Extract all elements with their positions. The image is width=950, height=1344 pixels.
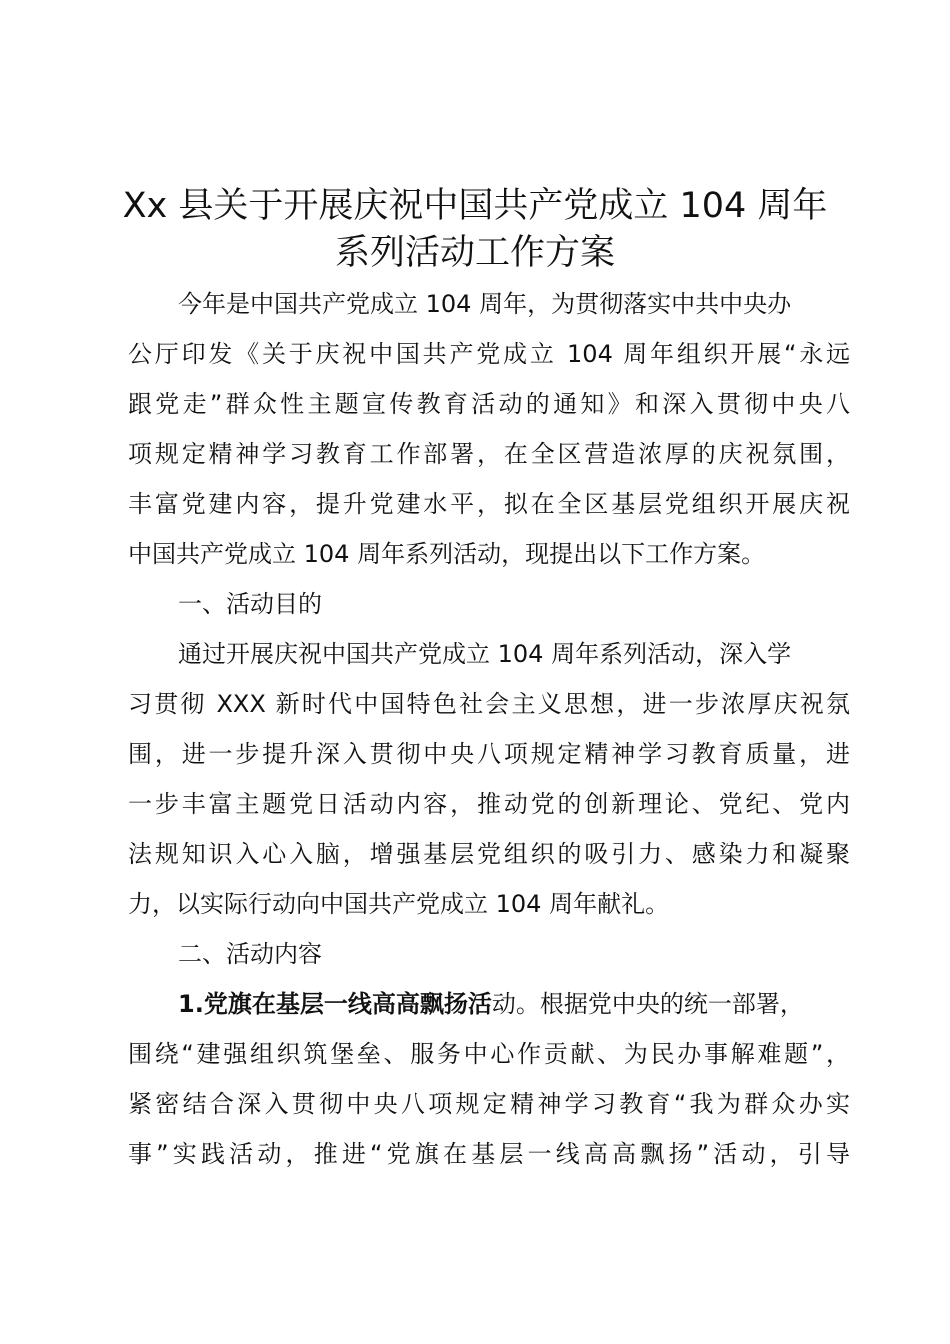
body-line-content-1 — [178, 987, 868, 1021]
body-line-intro-4: 项规定精神学习教育工作部署，在全区营造浓厚的庆祝氛围， — [128, 440, 850, 468]
body-line-intro-1: 今年是中国共产党成立 104 周年，为贯彻落实中共中央办 — [178, 290, 792, 318]
body-line-purpose-2: 习贯彻 XXX 新时代中国特色社会主义思想，进一步浓厚庆祝氛 — [128, 690, 850, 718]
body-line-purpose-1: 通过开展庆祝中国共产党成立 104 周年系列活动，深入学 — [178, 640, 792, 668]
body-line-purpose-4: 一步丰富主题党日活动内容，推动党的创新理论、党纪、党内 — [128, 790, 850, 818]
body-line-purpose-3: 围，进一步提升深入贯彻中央八项规定精神学习教育质量，进 — [128, 740, 850, 768]
document-title-line-2: 系列活动工作方案 — [334, 233, 615, 273]
body-line-intro-5: 丰富党建内容，提升党建水平，拟在全区基层党组织开展庆祝 — [128, 490, 850, 518]
body-line-intro-6: 中国共产党成立 104 周年系列活动，现提出以下工作方案。 — [128, 540, 766, 568]
body-line-purpose-6: 力，以实际行动向中国共产党成立 104 周年献礼。 — [128, 890, 670, 918]
body-line-content-4: 事”实践活动，推进“党旗在基层一线高高飘扬”活动，引导 — [128, 1140, 850, 1168]
body-line-content-2: 围绕“建强组织筑堡垒、服务中心作贡献、为民办事解难题”， — [128, 1040, 850, 1068]
section-heading-content: 二、活动内容 — [178, 940, 322, 968]
item-1-heading: 1.党旗在基层一线高高飘扬活 — [178, 990, 492, 1018]
document-title-line-1: Xx 县关于开展庆祝中国共产党成立 104 周年 — [122, 186, 828, 226]
body-line-content-3: 紧密结合深入贯彻中央八项规定精神学习教育“我为群众办实 — [128, 1090, 850, 1118]
body-line-purpose-5: 法规知识入心入脑，增强基层党组织的吸引力、感染力和凝聚 — [128, 840, 850, 868]
body-line-intro-3: 跟党走”群众性主题宣传教育活动的通知》和深入贯彻中央八 — [128, 390, 850, 418]
body-line-intro-2: 公厅印发《关于庆祝中国共产党成立 104 周年组织开展“永远 — [128, 340, 850, 368]
section-heading-purpose: 一、活动目的 — [178, 590, 322, 618]
item-1-text: 动。根据党中央的统一部署， — [491, 990, 804, 1018]
